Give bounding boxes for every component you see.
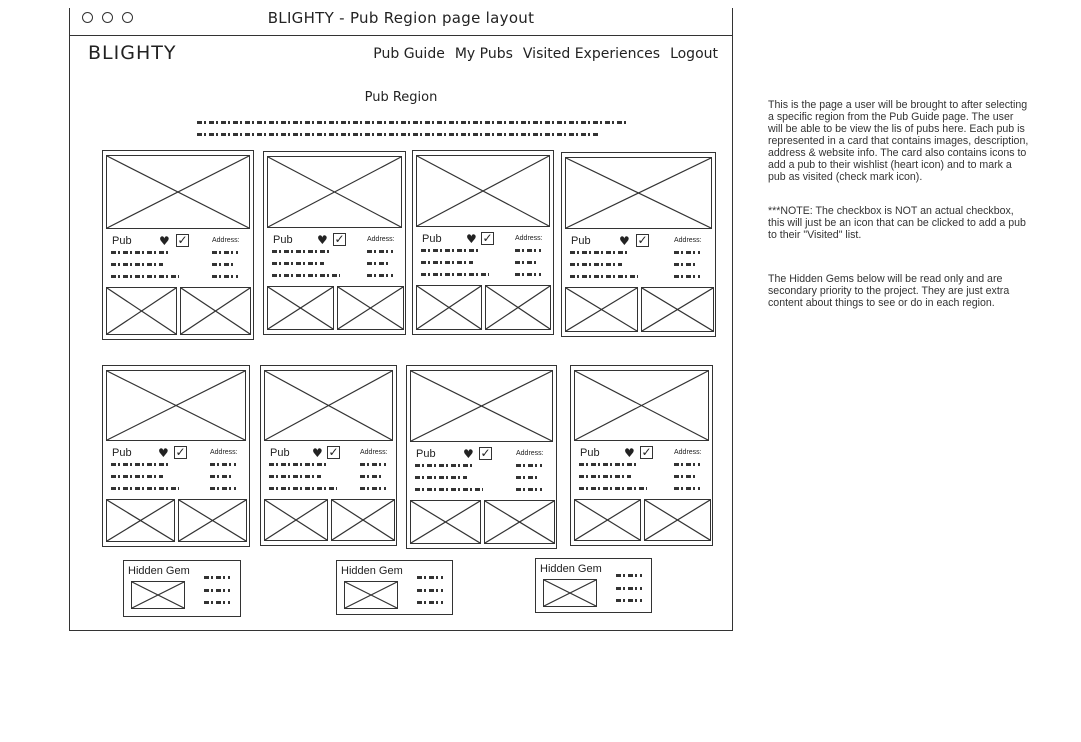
image-placeholder-icon	[484, 500, 555, 544]
text-line	[269, 463, 329, 466]
text-line	[111, 475, 163, 478]
text-line	[111, 275, 179, 278]
image-placeholder-icon	[106, 499, 175, 542]
image-placeholder-icon	[267, 286, 334, 330]
pub-name[interactable]: Pub	[571, 235, 591, 247]
text-line	[579, 487, 647, 490]
text-line	[367, 262, 391, 265]
address-label: Address:	[367, 236, 395, 243]
heart-icon[interactable]: ♥	[624, 446, 635, 460]
site-logo[interactable]: BLIGHTY	[88, 42, 177, 64]
text-line	[272, 274, 340, 277]
image-placeholder-icon	[565, 157, 712, 229]
browser-window	[69, 8, 733, 631]
pub-name[interactable]: Pub	[112, 447, 132, 459]
address-label: Address:	[212, 237, 240, 244]
pub-name[interactable]: Pub	[416, 448, 436, 460]
text-line	[674, 275, 700, 278]
text-line	[111, 463, 171, 466]
heart-icon[interactable]: ♥	[463, 447, 474, 461]
heart-icon[interactable]: ♥	[158, 446, 169, 460]
address-label: Address:	[210, 449, 238, 456]
address-label: Address:	[515, 235, 543, 242]
text-line	[360, 487, 386, 490]
image-placeholder-icon	[485, 285, 551, 330]
text-line	[674, 487, 700, 490]
check-icon[interactable]: ✓	[328, 445, 339, 459]
image-placeholder-icon	[574, 499, 641, 541]
text-line	[360, 475, 384, 478]
image-placeholder-icon	[416, 155, 550, 227]
text-line	[111, 487, 179, 490]
pub-card	[263, 151, 406, 335]
window-titlebar	[70, 8, 732, 36]
text-line	[421, 261, 473, 264]
text-line	[212, 251, 238, 254]
text-line	[367, 250, 393, 253]
image-placeholder-icon	[337, 286, 404, 330]
note-paragraph: The Hidden Gems below will be read only and are secondary priority to the project. They are just extra content about things to see or do in each region.	[768, 273, 1010, 309]
heart-icon[interactable]: ♥	[312, 446, 323, 460]
text-line	[210, 475, 234, 478]
pub-name[interactable]: Pub	[270, 447, 290, 459]
image-placeholder-icon	[106, 287, 177, 335]
check-icon[interactable]: ✓	[175, 445, 186, 459]
check-icon[interactable]: ✓	[482, 231, 493, 245]
note-description	[768, 99, 1030, 183]
pub-card	[561, 152, 716, 337]
text-line	[674, 475, 698, 478]
image-placeholder-icon	[178, 499, 247, 542]
pub-card	[260, 365, 397, 546]
pub-name[interactable]: Pub	[112, 235, 132, 247]
image-placeholder-icon	[264, 370, 393, 441]
note-checkbox	[768, 205, 1030, 241]
note-paragraph: ***NOTE: The checkbox is NOT an actual checkbox, this will just be an icon that can be clicked to add a pub to their "Visited" list.	[768, 205, 1026, 241]
image-placeholder-icon	[574, 370, 709, 441]
image-placeholder-icon	[180, 287, 251, 335]
text-line	[111, 263, 163, 266]
text-line	[516, 488, 542, 491]
text-line	[212, 263, 236, 266]
text-line	[674, 251, 700, 254]
hidden-gem-card	[535, 558, 652, 613]
window-title: BLIGHTY - Pub Region page layout	[267, 9, 535, 27]
text-line	[204, 576, 230, 579]
image-placeholder-icon	[543, 579, 597, 607]
address-label: Address:	[360, 449, 388, 456]
text-line	[616, 574, 642, 577]
heart-icon[interactable]: ♥	[159, 234, 170, 248]
text-line	[515, 261, 539, 264]
text-line	[579, 475, 631, 478]
image-placeholder-icon	[641, 287, 714, 332]
nav-pub-guide[interactable]: Pub Guide	[373, 46, 445, 62]
text-line	[570, 263, 622, 266]
hidden-gem-title: Hidden Gem	[540, 563, 602, 575]
text-line	[674, 263, 698, 266]
image-placeholder-icon	[410, 500, 481, 544]
text-line	[616, 587, 642, 590]
text-line	[210, 487, 236, 490]
text-line	[616, 599, 642, 602]
check-icon[interactable]: ✓	[177, 233, 188, 247]
hidden-gem-title: Hidden Gem	[341, 565, 403, 577]
pub-name[interactable]: Pub	[580, 447, 600, 459]
text-line	[417, 589, 443, 592]
image-placeholder-icon	[267, 156, 402, 228]
heart-icon[interactable]: ♥	[619, 234, 630, 248]
address-label: Address:	[674, 237, 702, 244]
heart-icon[interactable]: ♥	[466, 232, 477, 246]
hidden-gem-card	[123, 560, 241, 617]
text-line	[516, 464, 542, 467]
text-line	[367, 274, 393, 277]
image-placeholder-icon	[410, 370, 553, 442]
text-line	[360, 463, 386, 466]
text-line	[210, 463, 236, 466]
nav-my-pubs[interactable]: My Pubs	[454, 46, 513, 62]
note-hidden-gems	[768, 273, 1030, 309]
pub-card	[412, 150, 554, 335]
pub-card	[406, 365, 557, 549]
image-placeholder-icon	[416, 285, 482, 330]
main-nav	[373, 46, 718, 62]
text-line	[111, 251, 171, 254]
image-placeholder-icon	[106, 370, 246, 441]
address-label: Address:	[516, 450, 544, 457]
address-label: Address:	[674, 449, 702, 456]
text-line	[515, 249, 541, 252]
intro-text-line	[197, 133, 600, 136]
text-line	[421, 249, 481, 252]
image-placeholder-icon	[344, 581, 398, 609]
text-line	[272, 250, 332, 253]
image-placeholder-icon	[264, 499, 328, 541]
check-icon[interactable]: ✓	[637, 233, 648, 247]
text-line	[204, 589, 230, 592]
image-placeholder-icon	[106, 155, 250, 229]
text-line	[579, 463, 639, 466]
text-line	[674, 463, 700, 466]
text-line	[415, 488, 483, 491]
image-placeholder-icon	[331, 499, 395, 541]
text-line	[272, 262, 324, 265]
check-icon[interactable]: ✓	[641, 445, 652, 459]
text-line	[421, 273, 489, 276]
intro-text-line	[197, 121, 627, 124]
check-icon[interactable]: ✓	[334, 232, 345, 246]
image-placeholder-icon	[565, 287, 638, 332]
text-line	[212, 275, 238, 278]
pub-card	[102, 365, 250, 547]
pub-name[interactable]: Pub	[422, 233, 442, 245]
pub-name[interactable]: Pub	[273, 234, 293, 246]
check-icon[interactable]: ✓	[480, 446, 491, 460]
text-line	[570, 275, 638, 278]
text-line	[204, 601, 230, 604]
nav-visited-experiences[interactable]: Visited Experiences	[522, 46, 661, 62]
heart-icon[interactable]: ♥	[317, 233, 328, 247]
text-line	[415, 464, 475, 467]
text-line	[269, 487, 337, 490]
text-line	[417, 576, 443, 579]
pub-card	[102, 150, 254, 340]
nav-logout[interactable]: Logout	[670, 46, 718, 62]
image-placeholder-icon	[644, 499, 711, 541]
text-line	[516, 476, 540, 479]
text-line	[417, 601, 443, 604]
text-line	[269, 475, 321, 478]
note-paragraph: This is the page a user will be brought to after selecting a specific region from the Pub Guide page. The user will be able to be view the lis of pubs here. Each pub is represented in a card that contains images, description, address & website info. The card also contains icons to add a pub to their wishlist (heart icon) and to mark a pub as visited (check mark icon).	[768, 99, 1029, 183]
pub-card	[570, 365, 713, 546]
text-line	[515, 273, 541, 276]
page-title: Pub Region	[364, 90, 438, 105]
hidden-gem-title: Hidden Gem	[128, 565, 190, 577]
image-placeholder-icon	[131, 581, 185, 609]
text-line	[415, 476, 467, 479]
hidden-gem-card	[336, 560, 453, 615]
text-line	[570, 251, 630, 254]
